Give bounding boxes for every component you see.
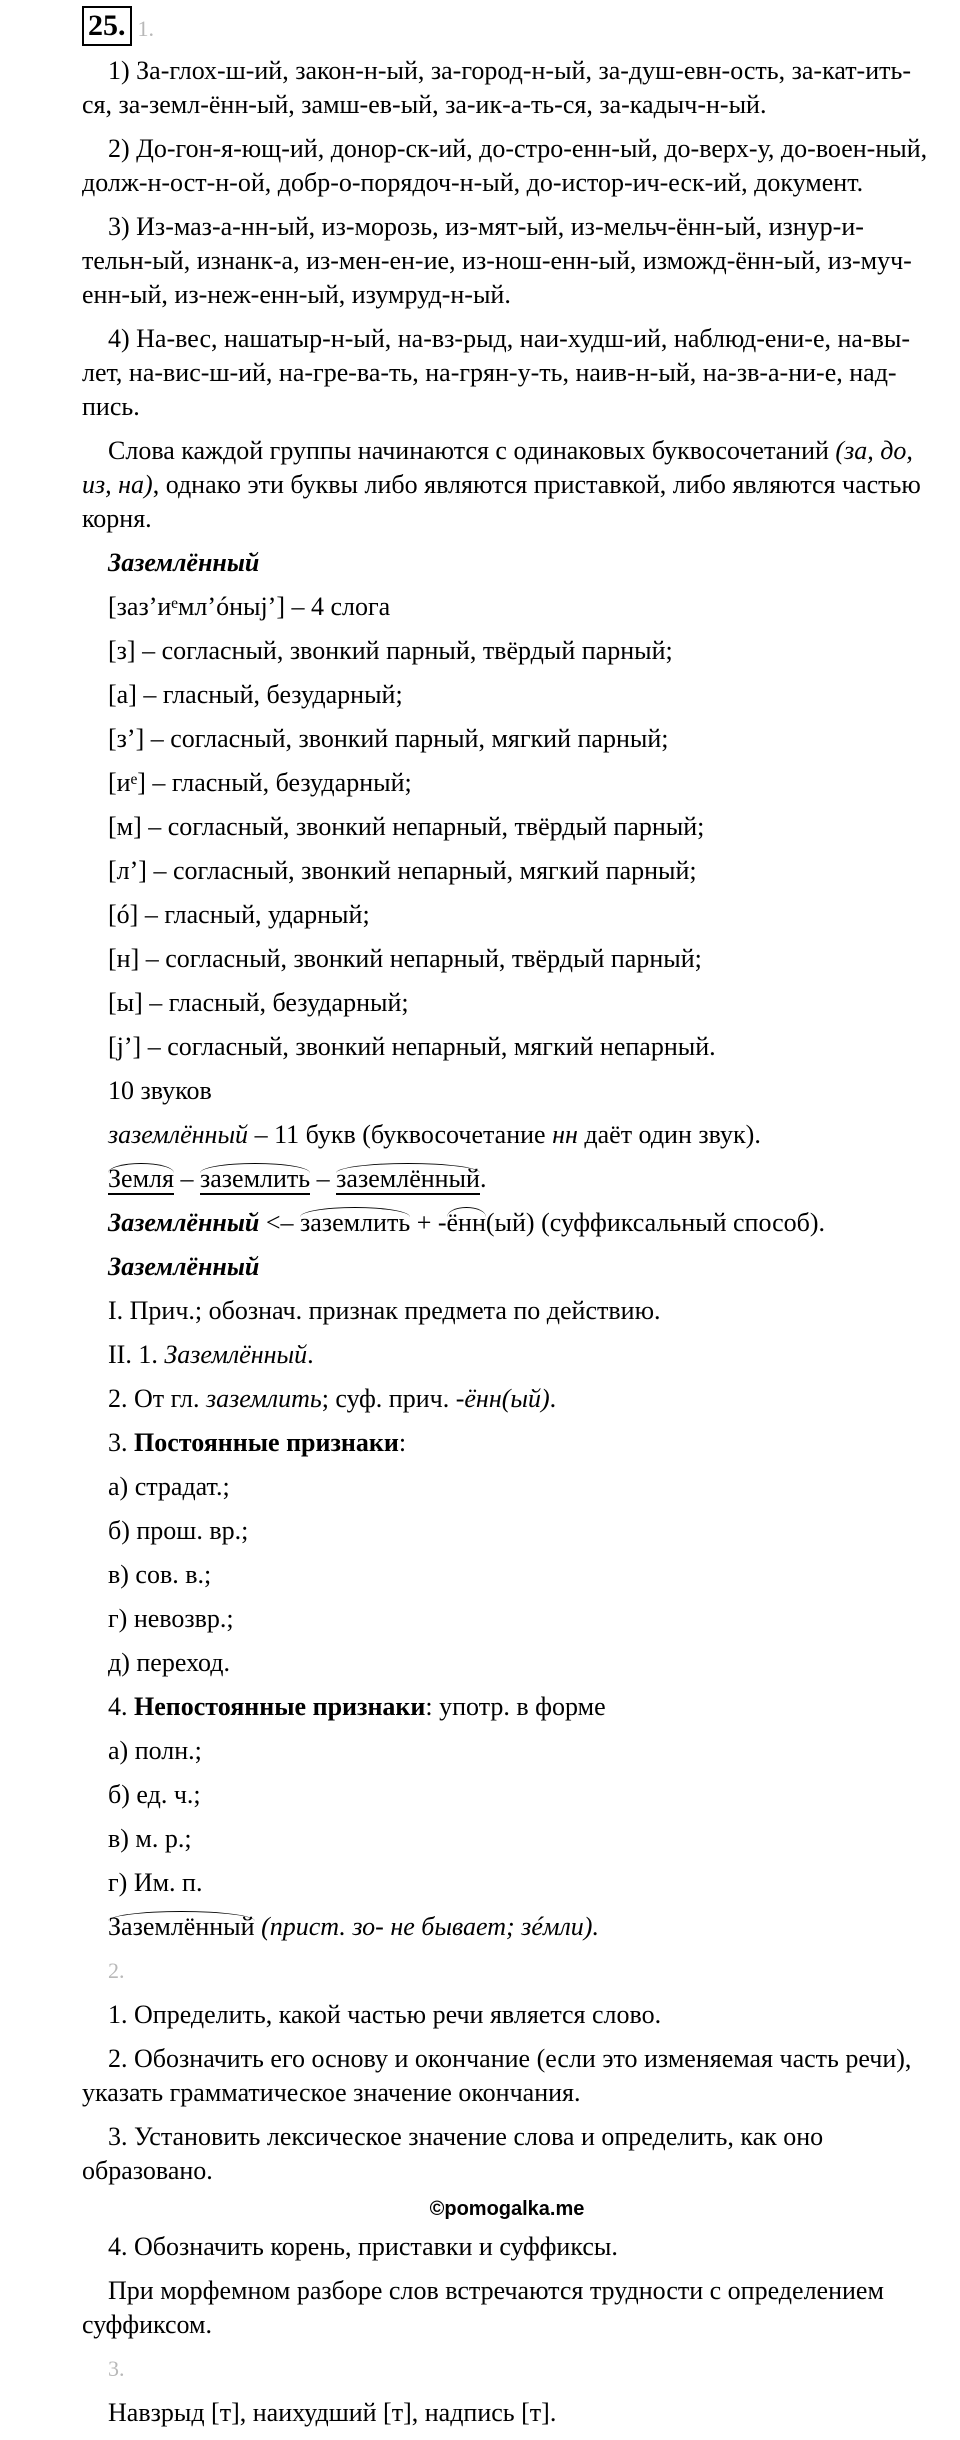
note-paragraph: При морфемном разборе слов встречаются трудности с определением суффиксом. xyxy=(82,2276,884,2339)
summary-text: Слова каждой группы начинаются с одинаковых буквосочетаний xyxy=(108,436,836,465)
formula-stem: заземлить xyxy=(300,1208,411,1237)
derivation-formula xyxy=(82,1206,932,1240)
list-item: 3) Из-маз-а-нн-ый, из-морозь, из-мят-ый, из-мельч-ённ-ый, изнур-и-тельн-ый, изнанк-а, из-мен-ен-ие, из-нош-енн-ый, изможд-ённ-ый, из-муч-енн-ый, из-неж-енн-ый, изумруд-н-ый. xyxy=(82,212,912,309)
chain-word-3: заземлённый xyxy=(336,1164,480,1193)
morph-text: : xyxy=(398,1428,407,1457)
sound-count: 10 звуков xyxy=(108,1076,212,1105)
letter-count xyxy=(82,1118,932,1152)
morph-marked-word: Заземлённый xyxy=(108,1912,255,1941)
derivation-chain: Земля – заземлить – заземлённый. xyxy=(108,1164,487,1193)
formula-head: Заземлённый xyxy=(108,1208,260,1237)
morph-text: ; суф. прич. xyxy=(321,1384,456,1413)
morph-bold: Непостоянные признаки xyxy=(134,1692,426,1721)
sound-line: [ó] – гласный, ударный; xyxy=(108,900,370,929)
sound-line: [а] – гласный, безударный; xyxy=(108,680,403,709)
section-number-1: 1. xyxy=(137,16,154,41)
list-item: 3. Установить лексическое значение слова и определить, как оно образовано. xyxy=(82,2122,824,2185)
feature-item: б) прош. вр.; xyxy=(108,1516,249,1545)
letter-nn: нн xyxy=(552,1120,578,1149)
summary-paragraph xyxy=(82,434,932,536)
morph-text: 2. От гл. xyxy=(108,1384,206,1413)
feature-item: в) сов. в.; xyxy=(108,1560,212,1589)
sound-list xyxy=(82,634,932,1108)
morph-note: (прист. зо- не бывает; зéмли). xyxy=(254,1912,599,1941)
morph-text: : употр. в форме xyxy=(425,1692,606,1721)
morph-heading: Заземлённый xyxy=(108,1252,260,1281)
letter-end: даёт один звук). xyxy=(577,1120,761,1149)
list-item: 4. Обозначить корень, приставки и суффиксы. xyxy=(108,2232,618,2261)
sound-line: [з] – согласный, звонкий парный, твёрдый парный; xyxy=(108,636,673,665)
morph-line: II. 1. Заземлённый. xyxy=(108,1340,314,1369)
section-number-3: 3. xyxy=(108,2356,125,2381)
letter-text: – 11 букв (буквосочетание xyxy=(248,1120,553,1149)
sound-line: [j’] – согласный, звонкий непарный, мягкий непарный. xyxy=(108,1032,716,1061)
sound-line: [з’] – согласный, звонкий парный, мягкий парный; xyxy=(108,724,669,753)
chain-dash: – xyxy=(310,1164,337,1193)
morph-line xyxy=(108,1426,932,1460)
morph-italic: -ённ(ый) xyxy=(455,1384,550,1413)
sound-line: [ы] – гласный, безударный; xyxy=(108,988,409,1017)
phonetic-heading: Заземлённый xyxy=(108,548,260,577)
list-item: 1) За-глох-ш-ий, закон-н-ый, за-город-н-ый, за-душ-евн-ость, за-кат-ить-ся, за-земл-ённ-ый, замш-ев-ый, за-ик-а-ть-ся, за-кадыч-н-ый. xyxy=(82,56,912,119)
morph-italic: Заземлённый xyxy=(164,1340,308,1369)
task-header xyxy=(82,6,154,46)
feature-item: в) м. р.; xyxy=(108,1824,192,1853)
list-item: 2) До-гон-я-ющ-ий, донор-ск-ий, до-стро-енн-ый, до-верх-у, до-воен-ный, долж-н-ост-н-ой, добр-о-порядоч-н-ый, до-истор-ич-еск-ий, документ. xyxy=(82,134,928,197)
content xyxy=(82,54,932,2440)
summary-italic: (за, до, из, на) xyxy=(82,436,913,499)
letter-word: заземлённый xyxy=(108,1120,249,1149)
list-item: 2. Обозначить его основу и окончание (если это изменяемая часть речи), указать грамматическое значение окончания. xyxy=(82,2044,912,2107)
sound-line: [л’] – согласный, звонкий непарный, мягкий парный; xyxy=(108,856,697,885)
sound-line: [м] – согласный, звонкий непарный, твёрдый парный; xyxy=(108,812,705,841)
chain-dash: – xyxy=(173,1164,200,1193)
formula-end: (ый) (суффиксальный способ). xyxy=(485,1208,826,1237)
morph-text: II. 1. xyxy=(108,1340,165,1369)
morph-text: 3. xyxy=(108,1428,134,1457)
feature-item: г) Им. п. xyxy=(108,1868,203,1897)
sound-line: [иᵉ] – гласный, безударный; xyxy=(108,768,412,797)
section-number-2: 2. xyxy=(108,1958,125,1983)
morph-line: I. Прич.; обознач. признак предмета по действию. xyxy=(108,1296,661,1325)
morph-italic: заземлить xyxy=(205,1384,322,1413)
sound-line: [н] – согласный, звонкий непарный, твёрдый парный; xyxy=(108,944,702,973)
feature-item: б) ед. ч.; xyxy=(108,1780,201,1809)
morph-bold: Постоянные признаки xyxy=(134,1428,399,1457)
morph-text: . xyxy=(549,1384,557,1413)
answer-line: Навзрыд [т], наихудший [т], надпись [т]. xyxy=(108,2398,557,2427)
morph-last xyxy=(108,1910,932,1944)
transcription: [заз’иᵉмл’óныj’] – 4 слога xyxy=(108,592,391,621)
chain-word-1: Земля xyxy=(108,1164,174,1193)
list-item: 4) На-вес, нашатыр-н-ый, на-вз-рыд, наи-худш-ий, наблюд-ени-е, на-вы-лет, на-вис-ш-ий, на-гре-ва-ть, на-грян-у-ть, наив-н-ый, на-зв-а-ни-е, над-пись. xyxy=(82,324,911,421)
morph-analysis xyxy=(82,1294,932,1944)
feature-item: а) страдат.; xyxy=(108,1472,230,1501)
formula-suffix: ённ xyxy=(446,1208,486,1237)
feature-item: а) полн.; xyxy=(108,1736,202,1765)
summary-text-end: , однако эти буквы либо являются приставкой, либо являются частью корня. xyxy=(82,470,921,533)
task-number: 25. xyxy=(82,6,132,46)
watermark: ©pomogalka.me xyxy=(429,2198,585,2220)
morph-line xyxy=(108,1382,932,1416)
feature-item: г) невозвр.; xyxy=(108,1604,234,1633)
morph-text: 4. xyxy=(108,1692,134,1721)
list-item: 1. Определить, какой частью речи является слово. xyxy=(108,2000,662,2029)
formula-plus: + - xyxy=(410,1208,447,1237)
morph-line xyxy=(108,1690,932,1724)
feature-item: д) переход. xyxy=(108,1648,231,1677)
formula-arrow: <– xyxy=(259,1208,300,1237)
chain-word-2: заземлить xyxy=(199,1164,311,1193)
